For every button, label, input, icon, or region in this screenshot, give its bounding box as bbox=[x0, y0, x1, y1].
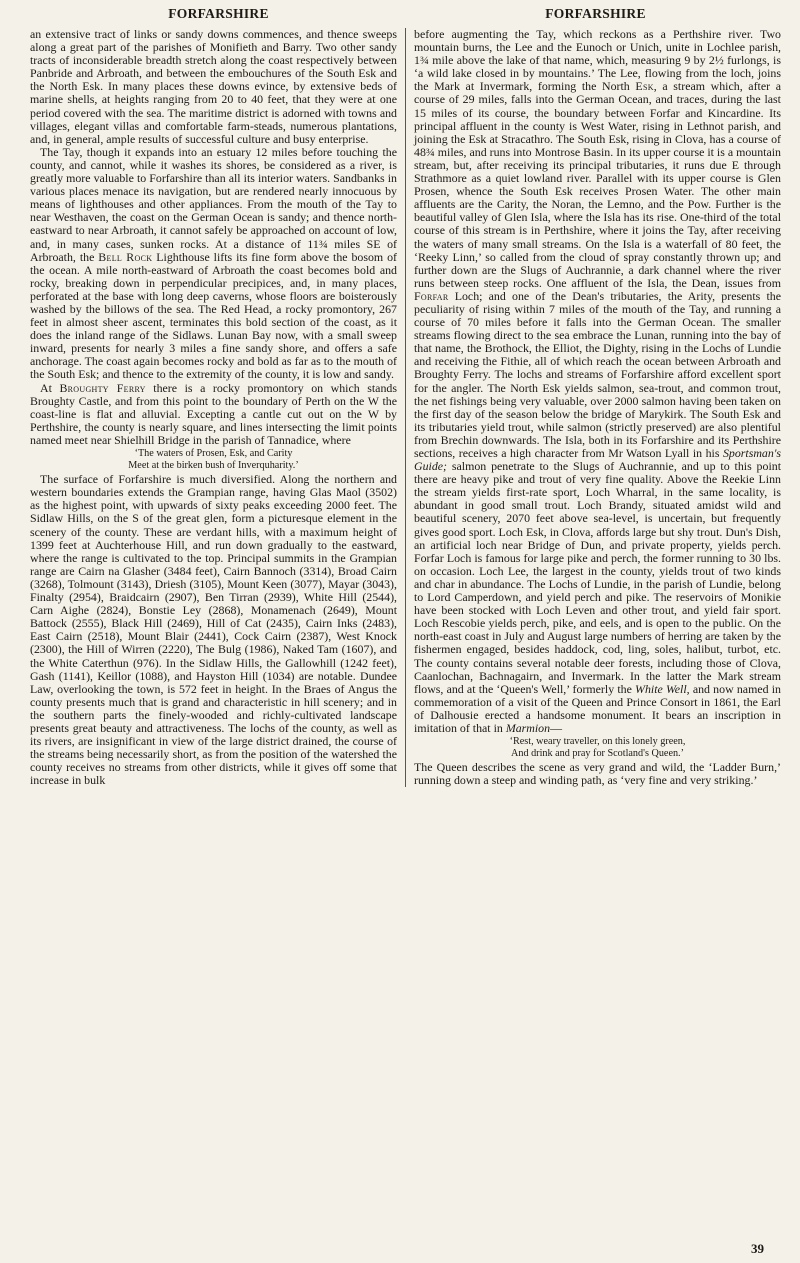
fraction: ¾ bbox=[425, 144, 435, 159]
paragraph: At Broughty Ferry there is a rocky promontory on which stands Broughty Castle, and from this point to the boundary of Perth on the W the coast-line is flat and alluvial. Excepting a cantle cut out on the W by Perthshire, the county is nearly square, and lines intersecting the limit points named meet near Shielhill Bridge in the parish of Tannadice, where bbox=[30, 380, 397, 447]
verse-line: ‘The waters of Prosen, Esk, and Carity bbox=[134, 448, 293, 459]
paragraph: The Tay, though it expands into an estuary 12 miles before touching the county, and cannot, while it washes its shores, be considered as a river, is greatly more valuable to Forfarshire than all its interior waters. Sandbanks in various places menace its navigation, but are rendered nearly innocuous by means of lighthouses and other appliances. From the mouth of the Tay to near Westhaven, the coast on the German Ocean is sandy; and thence north-eastward to near Arbroath, it cannot safely be approached on account of low, and, in many cases, sunken rocks. At a distance of 11¾ miles SE of Arbroath, the Bell Rock Lighthouse lifts its fine form above the bosom of the ocean. A mile north-eastward of Arbroath the coast becomes bold and rocky, breaking down in perpendicular precipices, and, in many places, perforated at the base with long deep caverns, whose floors are boisterously washed by the billows of the sea. The Red Head, a rocky promontory, 267 feet in almost sheer ascent, terminates this bold section of the coast, as it does the inland range of the Sidlaws. Lunan Bay now, with a small sweep inward, presents for nearly 3 miles a fine sandy shore, and offers a safe anchorage. The coast again becomes rocky and bold as far as to the mouth of the South Esk; and thence to the extremity of the county, it is low and sandy. bbox=[30, 144, 398, 382]
right-running-header: FORFARSHIRE bbox=[545, 6, 646, 21]
verse-line: Meet at the birken bush of Inverquharity.’ bbox=[128, 459, 299, 471]
page-number: 39 bbox=[751, 1241, 764, 1256]
verse-line: ‘Rest, weary traveller, on this lonely green, bbox=[509, 736, 686, 748]
left-column bbox=[30, 28, 405, 787]
right-column bbox=[405, 28, 781, 787]
inscription-quotation bbox=[414, 736, 781, 759]
fraction: ¾ bbox=[419, 53, 429, 68]
fraction: ½ bbox=[714, 53, 724, 68]
place-name-italic: White Well, bbox=[635, 681, 690, 696]
paragraph: The Queen describes the scene as very grand and wild, the ‘Ladder Burn,’ running down a steep and winding path, as ‘very fine and very striking.’ bbox=[414, 760, 781, 788]
book-title: Sportsman's Guide; bbox=[414, 446, 781, 474]
paragraph: before augmenting the Tay, which reckons as a Perthshire river. Two mountain burns, the Lee and the Eunoch or Unich, unite in Lochlee parish, 1¾ mile above the lake of that name, which, measuring 9 by 2½ furlongs, is ‘a wild lake closed in by mountains.’ The Lee, flowing from the loch, joins the Mark at Invermark, forming the North Esk, a stream which, after a course of 29 miles, falls into the German Ocean, and traces, during the last 15 miles of its course, the boundary between Forfar and Kincardine. Its principal affluent in the county is West Water, rising in Lethnot parish, and joining the Esk at Stracathro. The South Esk, rising in Clova, has a course of 48¾ miles, and runs into Montrose Basin. In its upper course it is a mountain stream, but, after receiving its principal tributaries, it runs due E through Strathmore as a quiet lowland river. Parallel with its upper course is Glen Prosen, whence the South Esk receives Prosen Water. The other main affluents are the Carity, the Noran, the Lemno, and the Pow. Further is the beautiful valley of Glen Isla, where the Isla has its rise. One-third of the total course of this stream is in Perthshire, where it joins the Tay, after receiving the waters of many small streams. On the Isla is a waterfall of 80 feet, the ‘Reeky Linn,’ so called from the cloud of spray constantly thrown up; and further down are the Slugs of Auchrannie, a dark channel where the river runs between steep rocks. One affluent of the Isla, the Dean, issues from Forfar Loch; and one of the Dean's tributaries, the Arity, presents the peculiarity of rising within 7 miles of the mouth of the Tay, and running a course of 70 miles before it falls into the German Ocean. The smaller streams flowing direct to the sea embrace the Lunan, running into the bay of that name, the Brothock, the Elliot, the Dighty, rising in the Lochs of Lundie and receiving the Fithie, all of which reach the ocean between Arbroath and Broughty Ferry. The lochs and streams of Forfarshire afford excellent sport for the angler. The North Esk yields salmon, sea-trout, and common trout, the net fishings being very valuable, over 2000 salmon having been taken on the first day of the season below the bridge of Marykirk. The South Esk and its tributaries yield trout, while salmon (strictly preserved) are also plentiful from Brechin downwards. The Isla, both in its Forfarshire and its Perthshire sections, receives a high character from Mr Watson Lyall in his Sportsman's Guide; salmon penetrate to the Slugs of Auchrannie, and up to this point there are heavy pike and trout of very fine quality. Above the Reekie Linn the stream yields first-rate sport, Loch Wharral, in the same locality, is abundant in good small trout. Loch Brandy, situated amidst wild and beautiful scenery, 2070 feet above sea-level, is uncertain, but frequently gives good sport. Loch Esk, in Clova, affords large but shy trout. Dun's Dish, an artificial loch near Bridge of Dun, and private property, yields perch. Forfar Loch is famous for large pike and perch, the former running to 30 lbs. on occasion. Loch Lee, the largest in the county, yields trout of two kinds and char in abundance. The Lochs of Lundie, in the parish of Lundie, belong to Lord Camperdown, and yield perch and pike. The reservoirs of Monikie have been stocked with Loch Leven and other trout, and yield fair sport. Loch Rescobie yields perch, pike, and eels, and is open to the public. On the north-east coast in July and August large numbers of herring are taken by the fishermen engaged, besides haddock, cod, ling, soles, halibut, turbot, etc. The county contains several notable deer forests, including those of Clova, Caanlochan, Bachnagairn, and Invermark. In the latter the Mark stream flows, and at the ‘Queen's Well,’ formerly the White Well, and now named in commemoration of a visit of the Queen and Prince Consort in 1861, the Earl of Dalhousie erected a handsome monument. It bears an inscription in imitation of that in Marmion— bbox=[414, 27, 781, 735]
running-headers bbox=[30, 6, 784, 28]
place-name: Bell Rock bbox=[98, 249, 153, 264]
paragraph: an extensive tract of links or sandy downs commences, and thence sweeps along a great part of the parishes of Monifieth and Barry. Two other sandy tracts of inconsiderable breadth stretch along the coast respectively between Panbride and Arbroath, and between the embouchures of the South Esk and the North Esk. In many places these downs evince, by extensive beds of marine shells, at heights ranging from 20 to 40 feet, that they were at one period covered with the sea. The maritime district is adorned with towns and villages, elegant villas and comfortable farm-steads, numerous plantations, and, in general, ample results of successful culture and busy enterprise. bbox=[30, 27, 397, 146]
text-columns bbox=[30, 28, 784, 787]
place-name: Broughty Ferry bbox=[59, 380, 146, 395]
verse-quotation bbox=[30, 448, 397, 471]
left-running-header: FORFARSHIRE bbox=[168, 6, 269, 21]
paragraph: The surface of Forfarshire is much diversified. Along the northern and western boundaries extends the Grampian range, having Glas Maol (3502) as the highest point, with upwards of sixty peaks exceeding 2000 feet. The Sidlaw Hills, on the S of the great glen, form a picturesque element in the scenery of the county. These are verdant hills, with a maximum height of 1399 feet at Auchterhouse Hill, and run down gradually to the eastward, where the range is cultivated to the top. Principal summits in the Grampian range are Cairn na Glasher (3484 feet), Cairn Bannoch (3314), Broad Cairn (3268), Tolmount (3143), Driesh (3105), Mount Keen (3077), Mayar (3043), Finalty (2954), Braidcairn (2907), Ben Tirran (2939), White Hill (2544), Carn Aighe (2824), Bonstie Ley (2868), Monamenach (2649), Mount Battock (2555), Black Hill (2469), Hill of Cat (2435), Cairn Inks (2483), East Cairn (2518), Mount Blair (2441), Cock Cairn (2387), West Knock (2300), the Hill of Wirren (2220), The Bulg (1986), Naked Tam (1607), and the White Caterthun (976). In the Sidlaw Hills, the Gallowhill (1242 feet), Gash (1141), Keillor (1088), and Hayston Hill (1034) are notable. Dundee Law, overlooking the town, is 572 feet in height. In the Braes of Angus the county presents much that is grand and characteristic in hill scenery; and in the southern parts the finely-wooded and richly-cultivated landscape presents great beauty and attractiveness. The lochs of the county, as well as its rivers, are insignificant in view of the large district drained, the course of the streams being necessarily short, as from the position of the watershed the county receives no streams from other districts, while it gives off some that increase in bulk bbox=[30, 472, 397, 788]
place-name: Esk bbox=[635, 79, 654, 94]
verse-line: And drink and pray for Scotland's Queen.’ bbox=[511, 747, 684, 759]
fraction: ¾ bbox=[318, 236, 328, 251]
place-name: Forfar bbox=[414, 288, 449, 303]
book-title: Marmion bbox=[505, 720, 551, 735]
